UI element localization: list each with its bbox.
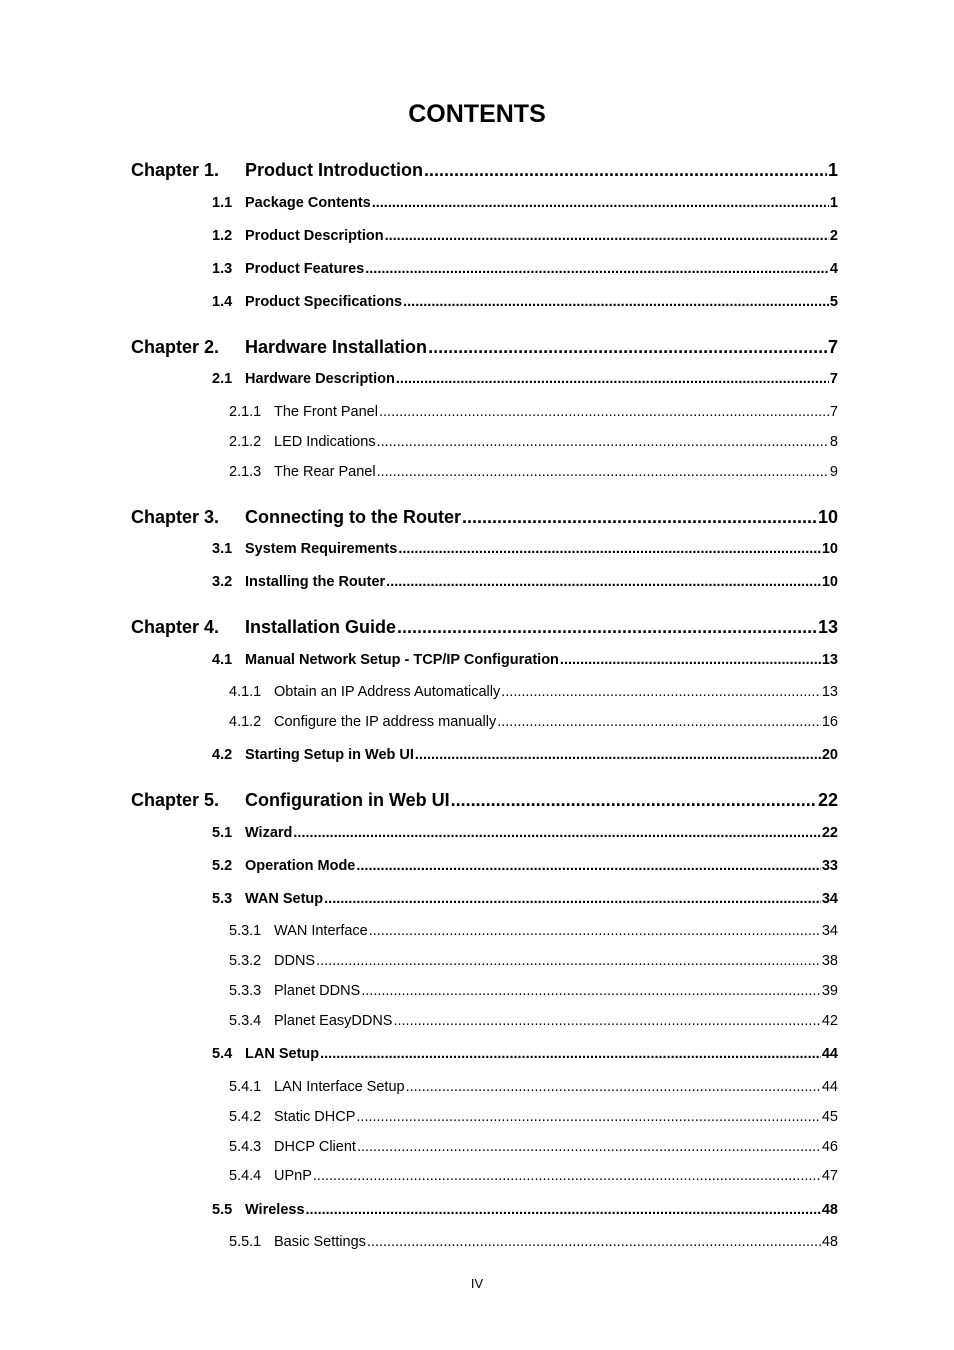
toc-entry-page: 44 [821, 1046, 838, 1062]
toc-section-entry[interactable] [212, 541, 838, 557]
toc-entry-page: 10 [821, 541, 838, 557]
toc-dot-leader [462, 507, 817, 528]
toc-entry-page: 22 [817, 790, 838, 810]
toc-subsection-entry[interactable] [229, 714, 838, 730]
toc-subsection-entry[interactable] [229, 923, 838, 939]
toc-entry-number: 5.4.4 [229, 1168, 262, 1184]
toc-entry-title: Obtain an IP Address Automatically [274, 684, 501, 700]
toc-dot-leader [367, 1234, 821, 1250]
toc-entry-number: 2.1 [212, 371, 233, 387]
toc-entry-title: Manual Network Setup - TCP/IP Configuration [245, 652, 559, 668]
toc-section-entry[interactable] [212, 228, 838, 244]
toc-entry-number: 5.3 [212, 891, 233, 907]
toc-entry-title: Wireless [245, 1202, 305, 1218]
toc-entry-title: Installation Guide [245, 617, 397, 637]
toc-subsection-entry[interactable] [229, 953, 838, 969]
toc-entry-title: Static DHCP [274, 1109, 356, 1125]
toc-subsection-entry[interactable] [229, 1013, 838, 1029]
toc-dot-leader [415, 747, 821, 763]
toc-entry-title: DDNS [274, 953, 316, 969]
toc-entry-number: Chapter 4. [131, 617, 220, 637]
toc-entry-title: The Rear Panel [274, 464, 376, 480]
page-number: IV [470, 1276, 484, 1291]
toc-entry-page: 13 [821, 652, 838, 668]
toc-entry-title: Starting Setup in Web UI [245, 747, 414, 763]
toc-entry-page: 7 [829, 404, 838, 420]
toc-section-entry[interactable] [212, 574, 838, 590]
toc-entry-title: Product Description [245, 228, 384, 244]
toc-dot-leader [424, 160, 827, 181]
toc-chapter-entry[interactable] [131, 160, 838, 181]
toc-section-entry[interactable] [212, 652, 838, 668]
toc-entry-page: 1 [827, 160, 838, 180]
toc-entry-title: Configuration in Web UI [245, 790, 450, 810]
toc-entry-number: Chapter 5. [131, 790, 220, 810]
toc-entry-number: 5.3.1 [229, 923, 262, 939]
toc-dot-leader [293, 825, 820, 841]
toc-dot-leader [379, 404, 829, 420]
toc-dot-leader [377, 464, 829, 480]
toc-entry-number: 5.4.2 [229, 1109, 262, 1125]
toc-entry-page: 8 [829, 434, 838, 450]
toc-entry-title: WAN Setup [245, 891, 324, 907]
toc-entry-number: 2.1.3 [229, 464, 262, 480]
toc-entry-number: 3.1 [212, 541, 233, 557]
toc-section-entry[interactable] [212, 195, 838, 211]
toc-entry-title: Product Features [245, 261, 365, 277]
toc-section-entry[interactable] [212, 294, 838, 310]
toc-entry-number: 5.5 [212, 1202, 233, 1218]
toc-entry-number: 5.2 [212, 858, 233, 874]
toc-entry-number: 4.1 [212, 652, 233, 668]
toc-dot-leader [313, 1168, 821, 1184]
toc-subsection-entry[interactable] [229, 434, 838, 450]
toc-chapter-entry[interactable] [131, 790, 838, 811]
toc-dot-leader [361, 983, 821, 999]
toc-entry-number: 5.3.2 [229, 953, 262, 969]
toc-entry-title: Planet EasyDDNS [274, 1013, 393, 1029]
toc-entry-title: Hardware Description [245, 371, 395, 387]
toc-dot-leader [501, 684, 821, 700]
toc-entry-title: Planet DDNS [274, 983, 361, 999]
toc-entry-page: 22 [821, 825, 838, 841]
toc-entry-number: 5.4 [212, 1046, 233, 1062]
toc-entry-number: 1.1 [212, 195, 233, 211]
toc-entry-title: Wizard [245, 825, 293, 841]
toc-subsection-entry[interactable] [229, 1168, 838, 1184]
toc-entry-title: Basic Settings [274, 1234, 366, 1250]
toc-entry-page: 33 [821, 858, 838, 874]
page-title: CONTENTS [408, 100, 546, 128]
toc-entry-page: 20 [821, 747, 838, 763]
toc-dot-leader [497, 714, 821, 730]
toc-entry-number: 4.2 [212, 747, 233, 763]
toc-dot-leader [397, 617, 817, 638]
toc-dot-leader [356, 1109, 820, 1125]
toc-dot-leader [365, 261, 829, 277]
toc-subsection-entry[interactable] [229, 404, 838, 420]
toc-entry-title: Connecting to the Router [245, 507, 461, 527]
toc-dot-leader [451, 790, 817, 811]
toc-entry-title: LED Indications [274, 434, 376, 450]
toc-section-entry[interactable] [212, 1046, 838, 1062]
toc-entry-number: 5.5.1 [229, 1234, 262, 1250]
toc-dot-leader [357, 1139, 821, 1155]
toc-entry-number: 2.1.2 [229, 434, 262, 450]
toc-entry-number: 2.1.1 [229, 404, 262, 420]
toc-subsection-entry[interactable] [229, 1109, 838, 1125]
toc-dot-leader [324, 891, 821, 907]
toc-entry-number: 4.1.1 [229, 684, 262, 700]
toc-entry-page: 9 [829, 464, 838, 480]
toc-entry-number: 1.2 [212, 228, 233, 244]
toc-section-entry[interactable] [212, 261, 838, 277]
toc-dot-leader [369, 923, 821, 939]
toc-entry-page: 42 [821, 1013, 838, 1029]
toc-entry-title: Product Introduction [245, 160, 423, 180]
toc-entry-title: LAN Interface Setup [274, 1079, 405, 1095]
toc-subsection-entry[interactable] [229, 684, 838, 700]
toc-entry-page: 44 [821, 1079, 838, 1095]
toc-entry-title: LAN Setup [245, 1046, 320, 1062]
toc-dot-leader [406, 1079, 821, 1095]
toc-entry-page: 10 [817, 507, 838, 527]
toc-entry-title: System Requirements [245, 541, 398, 557]
toc-entry-page: 47 [821, 1168, 838, 1184]
toc-entry-number: 1.3 [212, 261, 233, 277]
toc-entry-number: Chapter 2. [131, 337, 220, 357]
toc-dot-leader [386, 574, 821, 590]
toc-dot-leader [306, 1202, 821, 1218]
toc-entry-number: 5.4.3 [229, 1139, 262, 1155]
toc-subsection-entry[interactable] [229, 1234, 838, 1250]
toc-dot-leader [320, 1046, 821, 1062]
toc-entry-page: 34 [821, 923, 838, 939]
toc-entry-page: 5 [829, 294, 838, 310]
toc-entry-page: 7 [827, 337, 838, 357]
toc-section-entry[interactable] [212, 371, 838, 387]
toc-entry-title: Installing the Router [245, 574, 386, 590]
toc-entry-title: WAN Interface [274, 923, 368, 939]
toc-entry-title: The Front Panel [274, 404, 378, 420]
toc-entry-title: Hardware Installation [245, 337, 428, 357]
toc-section-entry[interactable] [212, 858, 838, 874]
toc-entry-number: Chapter 3. [131, 507, 220, 527]
toc-entry-page: 38 [821, 953, 838, 969]
toc-entry-title: Operation Mode [245, 858, 356, 874]
toc-section-entry[interactable] [212, 825, 838, 841]
toc-entry-title: UPnP [274, 1168, 312, 1184]
toc-entry-page: 1 [829, 195, 838, 211]
toc-section-entry[interactable] [212, 891, 838, 907]
toc-entry-number: 4.1.2 [229, 714, 262, 730]
toc-section-entry[interactable] [212, 1202, 838, 1218]
toc-dot-leader [560, 652, 821, 668]
toc-entry-page: 45 [821, 1109, 838, 1125]
toc-subsection-entry[interactable] [229, 1079, 838, 1095]
toc-entry-number: 5.4.1 [229, 1079, 262, 1095]
toc-section-entry[interactable] [212, 747, 838, 763]
toc-dot-leader [398, 541, 821, 557]
toc-entry-page: 34 [821, 891, 838, 907]
toc-chapter-entry[interactable] [131, 617, 838, 638]
toc-dot-leader [356, 858, 820, 874]
toc-dot-leader [428, 337, 827, 358]
toc-entry-page: 16 [821, 714, 838, 730]
toc-entry-number: Chapter 1. [131, 160, 220, 180]
toc-dot-leader [385, 228, 829, 244]
toc-dot-leader [377, 434, 829, 450]
toc-entry-page: 7 [829, 371, 838, 387]
toc-entry-title: Configure the IP address manually [274, 714, 497, 730]
toc-entry-title: Package Contents [245, 195, 371, 211]
toc-chapter-entry[interactable] [131, 507, 838, 528]
toc-dot-leader [396, 371, 829, 387]
toc-dot-leader [393, 1013, 820, 1029]
toc-entry-title: Product Specifications [245, 294, 403, 310]
toc-entry-title: DHCP Client [274, 1139, 356, 1155]
toc-entry-page: 13 [817, 617, 838, 637]
toc-entry-page: 48 [821, 1202, 838, 1218]
toc-entry-number: 5.3.4 [229, 1013, 262, 1029]
toc-entry-number: 1.4 [212, 294, 233, 310]
toc-subsection-entry[interactable] [229, 464, 838, 480]
toc-entry-number: 5.3.3 [229, 983, 262, 999]
toc-subsection-entry[interactable] [229, 1139, 838, 1155]
toc-dot-leader [403, 294, 829, 310]
toc-entry-number: 5.1 [212, 825, 233, 841]
toc-entry-page: 48 [821, 1234, 838, 1250]
toc-entry-page: 10 [821, 574, 838, 590]
toc-entry-number: 3.2 [212, 574, 233, 590]
toc-entry-page: 2 [829, 228, 838, 244]
toc-entry-page: 4 [829, 261, 838, 277]
toc-entry-page: 39 [821, 983, 838, 999]
toc-dot-leader [316, 953, 821, 969]
toc-entry-page: 46 [821, 1139, 838, 1155]
toc-entry-page: 13 [821, 684, 838, 700]
toc-dot-leader [372, 195, 829, 211]
toc-subsection-entry[interactable] [229, 983, 838, 999]
toc-chapter-entry[interactable] [131, 337, 838, 358]
